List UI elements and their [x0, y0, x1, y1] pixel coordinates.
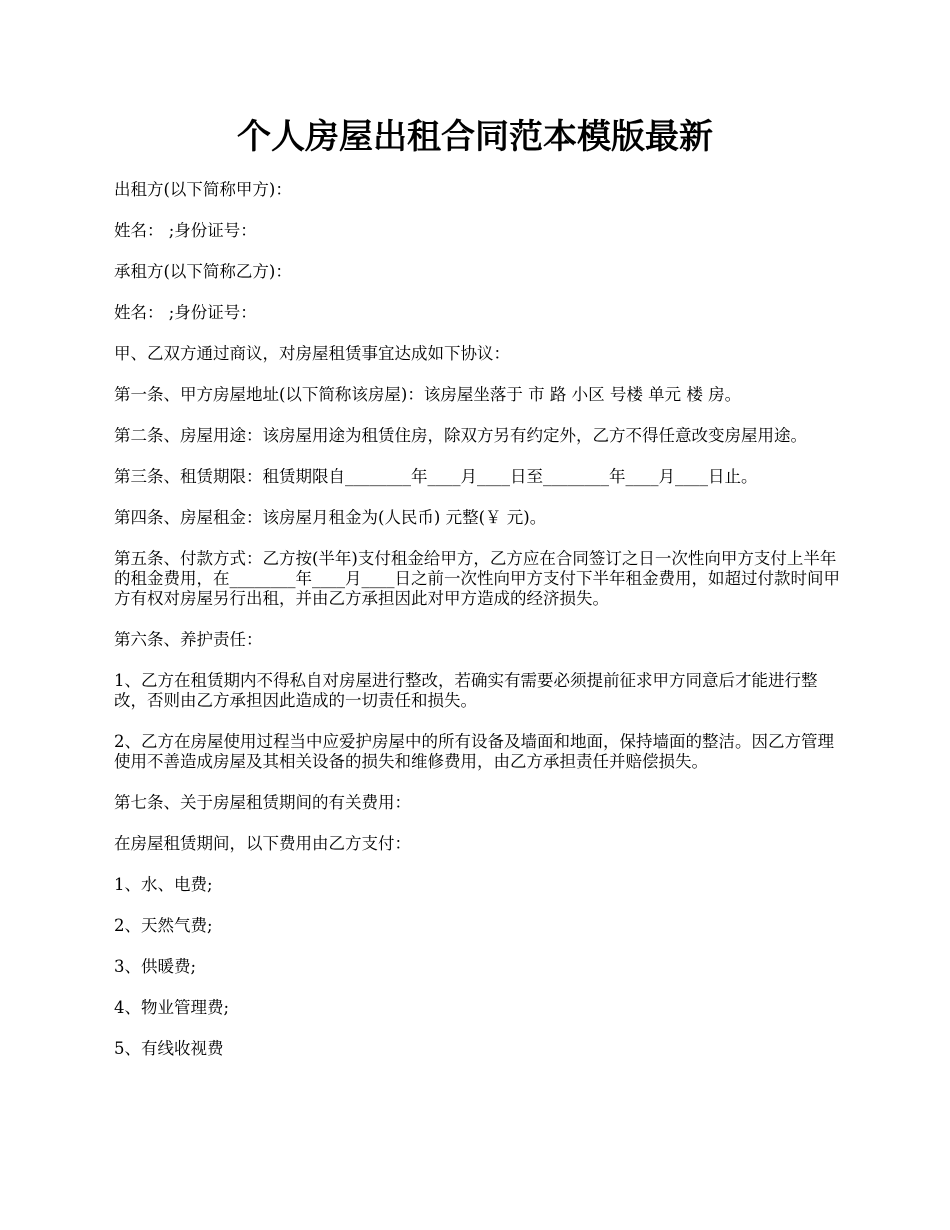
paragraph-article-3: 第三条、租赁期限：租赁期限自________年____月____日至________年____月____日止。 — [114, 467, 758, 486]
paragraph-fee-item-4: 4、物业管理费; — [114, 998, 230, 1017]
paragraph-fee-item-5: 5、有线收视费 — [114, 1039, 224, 1058]
paragraph-article-2: 第二条、房屋用途：该房屋用途为租赁住房，除双方另有约定外，乙方不得任意改变房屋用途。 — [114, 426, 807, 445]
paragraph-article-1: 第一条、甲方房屋地址(以下简称该房屋)：该房屋坐落于 市 路 小区 号楼 单元 楼 房。 — [114, 385, 742, 404]
paragraph-article-5: 第五条、付款方式：乙方按(半年)支付租金给甲方，乙方应在合同签订之日一次性向甲方支付上半年的租金费用，在________年____月____日之前一次性向甲方支付下半年租金费用，如超过付款时间甲方有权对房屋另行出租，并由乙方承担因此对甲方造成的经济损失。 — [114, 549, 840, 608]
paragraph-fee-item-1: 1、水、电费; — [114, 875, 213, 894]
paragraph-article-6-item-1: 1、乙方在租赁期内不得私自对房屋进行整改，若确实有需要必须提前征求甲方同意后才能进行整改，否则由乙方承担因此造成的一切责任和损失。 — [114, 671, 818, 710]
paragraph-article-7: 第七条、关于房屋租赁期间的有关费用： — [114, 793, 411, 812]
paragraph-lessee-name: 姓名： ;身份证号： — [114, 303, 257, 322]
paragraph-fee-item-3: 3、供暖费; — [114, 957, 197, 976]
paragraph-lessee-heading: 承租方(以下简称乙方)： — [114, 262, 292, 281]
paragraph-article-4: 第四条、房屋租金：该房屋月租金为(人民币) 元整(￥ 元)。 — [114, 508, 547, 527]
paragraph-lessor-name: 姓名： ;身份证号： — [114, 221, 257, 240]
paragraph-fee-item-2: 2、天然气费; — [114, 916, 213, 935]
document-body — [114, 180, 844, 1080]
paragraph-article-7-intro: 在房屋租赁期间，以下费用由乙方支付： — [114, 834, 411, 853]
paragraph-lessor-heading: 出租方(以下简称甲方)： — [114, 180, 292, 199]
document-title: 个人房屋出租合同范本模版最新 — [237, 117, 713, 157]
paragraph-agreement-intro: 甲、乙双方通过商议，对房屋租赁事宜达成如下协议： — [114, 344, 510, 363]
paragraph-article-6: 第六条、养护责任： — [114, 630, 263, 649]
paragraph-article-6-item-2: 2、乙方在房屋使用过程当中应爱护房屋中的所有设备及墙面和地面，保持墙面的整洁。因乙方管理使用不善造成房屋及其相关设备的损失和维修费用，由乙方承担责任并赔偿损失。 — [114, 732, 834, 771]
